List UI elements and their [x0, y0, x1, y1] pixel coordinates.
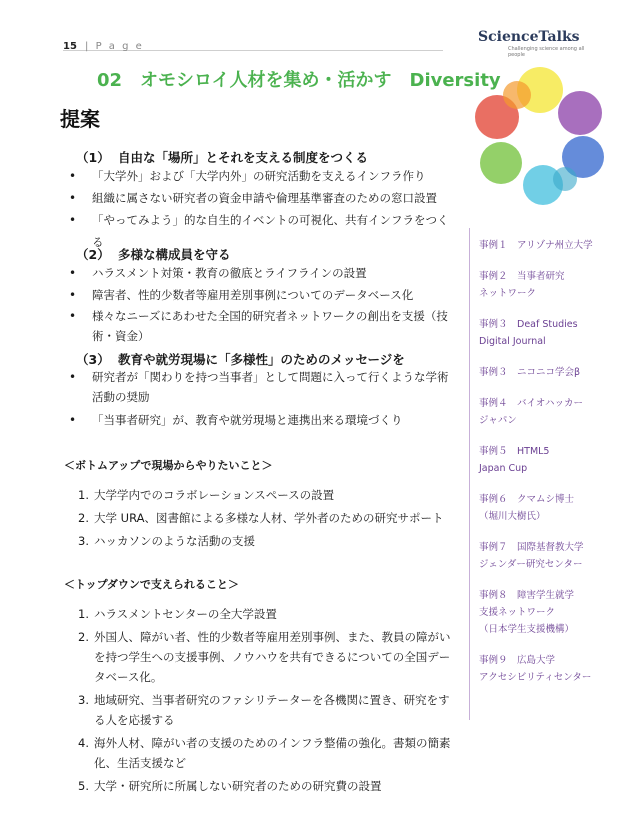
section-2-number: （2）: [76, 247, 110, 262]
page-header: [63, 34, 443, 51]
case-item: 事例３ Deaf Studies Digital Journal: [479, 319, 578, 347]
case-item: 事例３ ニコニコ学会β: [479, 367, 581, 378]
list-item: 3. ハッカソンのような活動の支援: [78, 534, 255, 548]
section-1-heading: [76, 148, 368, 166]
list-item: 3. 地域研究、当事者研究のファシリテーターを各機関に置き、研究をする人を応援する: [78, 693, 450, 727]
logo-tagline: Challenging science among all people: [508, 46, 585, 58]
case-list: [479, 237, 629, 700]
list-item: 4. 海外人材、障がい者の支援のためのインフラ整備の強化。書類の簡素化、生活支援など: [78, 736, 451, 770]
list-item: • 研究者が「関わりを持つ当事者」として問題に入って行くような学術活動の奨励: [64, 367, 454, 407]
page-number: 15: [63, 41, 77, 52]
list-item: • 「やってみよう」的な自生的イベントの可視化、共有インフラをつくる: [64, 209, 454, 253]
case-item: 事例４ バイオハッカー ジャパン: [479, 398, 584, 426]
case-item: 事例５ HTML5 Japan Cup: [479, 446, 550, 474]
top-down-list: [64, 604, 454, 799]
case-item: 事例１ アリゾナ州立大学: [479, 240, 593, 251]
section-2-bullets: [64, 262, 454, 348]
list-item: • 様々なニーズにあわせた全国的研究者ネットワークの創出を支援（技術・資金）: [64, 306, 454, 346]
list-item: 1. ハラスメントセンターの全大学設置: [78, 607, 277, 621]
list-item: • 障害者、性的少数者等雇用差別事例についてのデータベース化: [64, 284, 454, 306]
section-2-title: 多様な構成員を守る: [118, 247, 231, 262]
list-item: • 「大学外」および「大学内外」の研究活動を支えるインフラ作り: [64, 165, 454, 187]
bottom-up-list: [64, 485, 454, 554]
chapter-title: 02 オモシロイ人材を集め・活かす Diversity: [97, 70, 501, 91]
list-item: • 「当事者研究」が、教育や就労現場と連携出来る環境づくり: [64, 409, 454, 431]
list-item: 2. 外国人、障がい者、性的少数者等雇用差別事例、また、教員の障がいを持つ学生への支援事例、ノウハウを共有できるについての全国データベース化。: [78, 630, 451, 684]
list-item: 2. 大学 URA、図書館による多様な人材、学外者のための研究サポート: [78, 511, 444, 525]
section-2-heading: [76, 245, 231, 263]
section-1-title: 自由な「場所」とそれを支える制度をつくる: [118, 150, 369, 165]
logo-name: ScienceTalks: [478, 29, 580, 45]
case-item: 事例８ 障害学生就学 支援ネットワーク （日本学生支援機構）: [479, 590, 575, 635]
case-item: 事例９ 広島大学 アクセシビリティセンター: [479, 655, 592, 683]
list-item: 1. 大学学内でのコラボレーションスペースの設置: [78, 488, 335, 502]
page-label: | P a g e: [85, 41, 144, 52]
bottom-up-heading: ＜ボトムアップで現場からやりたいこと＞: [64, 459, 273, 472]
section-3-title: 教育や就労現場に「多様性」のためのメッセージを: [118, 352, 405, 367]
section-1-number: （1）: [76, 150, 110, 165]
list-item: 5. 大学・研究所に所属しない研究者のための研究費の設置: [78, 779, 382, 793]
top-down-heading: ＜トップダウンで支えられること＞: [64, 578, 239, 591]
section-3-number: （3）: [76, 352, 110, 367]
case-item: 事例６ クマムシ博士 （堀川大樹氏）: [479, 494, 575, 522]
section-3-heading: [76, 350, 405, 368]
list-item: • ハラスメント対策・教育の徹底とライフラインの設置: [64, 262, 454, 284]
section-3-bullets: [64, 367, 454, 431]
case-item: 事例２ 当事者研究 ネットワーク: [479, 271, 565, 299]
sidebar-divider: [469, 228, 470, 720]
case-item: 事例７ 国際基督教大学 ジェンダー研究センター: [479, 542, 584, 570]
list-item: • 組織に属さない研究者の資金申請や倫理基準審査のための窓口設置: [64, 187, 454, 209]
proposal-heading: 提案: [60, 107, 100, 131]
section-1-bullets: [64, 165, 454, 253]
